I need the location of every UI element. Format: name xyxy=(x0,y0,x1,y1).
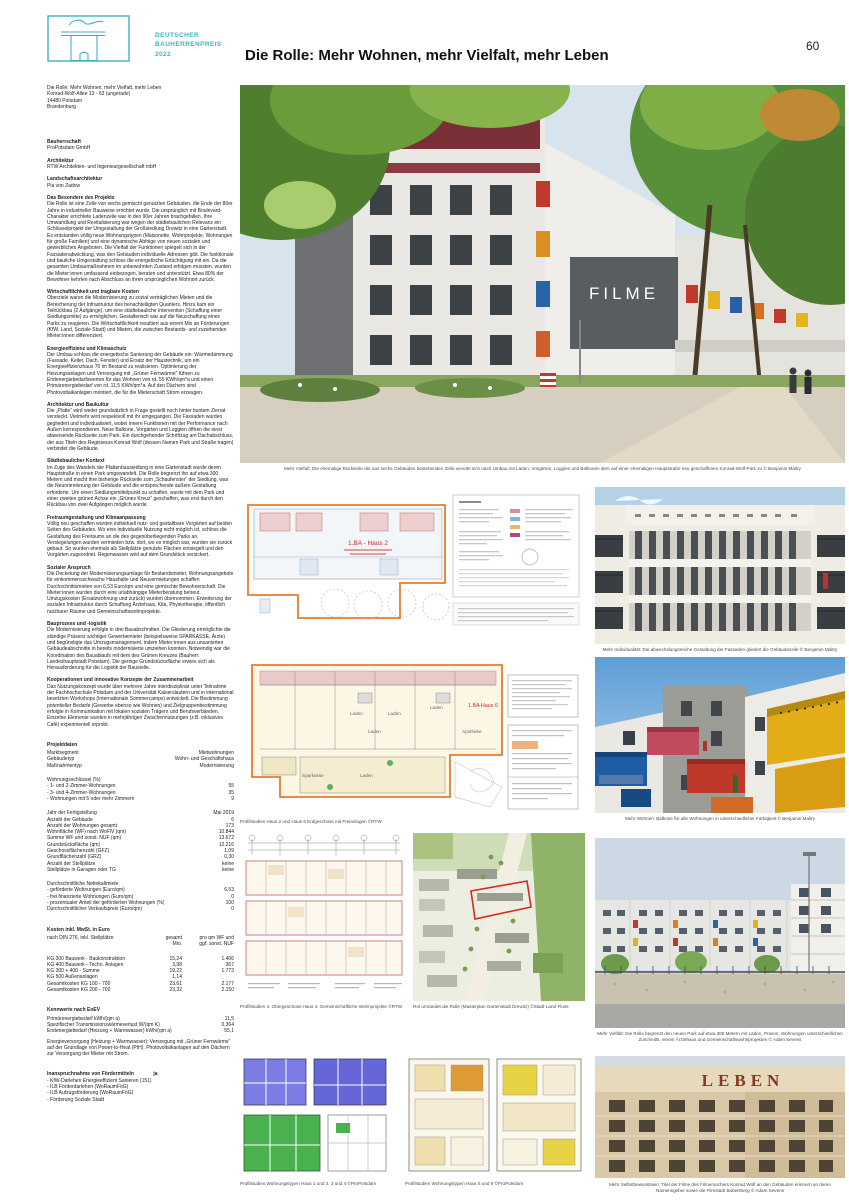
data-row xyxy=(47,796,234,802)
row-label: Jahr der Fertigstellung xyxy=(47,810,97,817)
plan-og-caption: Profilstudien 4. Obergeschoss Haus 4: Gemeinschaftliche Wohnprojekte ©RTW xyxy=(240,1004,403,1009)
floor-plan-og4-drawing xyxy=(240,833,408,1001)
section-body: ProPotsdam GmbH xyxy=(47,145,91,152)
plan-eg-caption: Profilstudien Haus 2 und Haus 6 Erdgeschoss mit Freianlagen ©RTW xyxy=(240,819,382,824)
row-label: - geförderte Wohnungen (Euro/qm) xyxy=(47,887,125,894)
row-value: 13.672 xyxy=(218,835,234,842)
text-section xyxy=(47,195,234,283)
kosten-header-row-2 xyxy=(47,941,234,947)
row-value: 173 xyxy=(225,822,234,829)
row-label: Endenergiebedarf (Heizung + Warmwasser) kWh/(qm a) xyxy=(47,1028,172,1035)
section-heading: Energieeffizienz und Klimaschutz xyxy=(47,345,127,352)
section-heading: Architektur xyxy=(47,157,74,164)
row-label: - Wohnungen mit 5 oder mehr Zimmern xyxy=(47,795,135,802)
plan2-room-label: Laden xyxy=(388,711,401,716)
project-address xyxy=(47,85,234,110)
section-body: Das Nutzungskonzept wurde über mehrere Jahre interdisziplinär unter Teilnahme der Fachhochschule Potsdam und der Universität Kaiserslautern und in international besetzten Workshops (Internationale Sommercamps) entwickelt. Die Bestimmung potentieller Bedarfe (Gewerbe ebenso wie Wohnen) und Zielgruppenbestimmung erfolgte in Kommunikation mit lokalen sozialen Trägern und Berufsverbänden. Einzelne Elemente wurden in mehrjährigen Zwischennutzungen (z.B. inklusives Café) experimentell erprobt. xyxy=(47,683,234,728)
text-section xyxy=(47,176,234,189)
site-plan-haus2 xyxy=(240,487,585,633)
row-value: 55 xyxy=(228,783,234,790)
balconies-photo xyxy=(595,657,845,813)
row-label: KG 300 Bauwerk - Baukonstruktion xyxy=(47,955,126,962)
row-value: 10.844 xyxy=(218,829,234,836)
row-value: keine xyxy=(222,866,234,873)
unit-plans-a xyxy=(240,1053,390,1177)
kosten-row xyxy=(47,987,234,993)
row-label: KG 500 Außenanlagen xyxy=(47,974,98,981)
data-row xyxy=(47,763,234,769)
row-per-sqm: 1.406 xyxy=(221,955,234,962)
masterplan-map xyxy=(413,833,585,1001)
kennwerte-heading: Kennwerte nach EnEV xyxy=(47,1007,101,1014)
hero-photo xyxy=(240,85,845,463)
section-heading: Bauherrschaft xyxy=(47,139,81,146)
kosten-heading: Kosten inkl. MwSt. in Euro xyxy=(47,926,110,933)
row-label: Marktsegment xyxy=(47,750,79,757)
foerdermittel-item: - Förderung Soziale Stadt xyxy=(47,1096,104,1103)
section-body: Der Umbau schloss die energetische Sanierung der Gebäude ein: Wärmedämmung (Fassade, Keller, Dach, Fenster) und Ersatz der Haustechnik, um ein Energieeffizienzhaus 70 im Bestand zu realisieren. Optimierung der Heizungsanlagen und Versorgung mit „Grüner Fernwärme“ führen zu Endenergiebedarfswerten für das Wohnen von rd. 55 KWh/qm*a und einen Primärenergiebedarf von rd. 11,5 KWh/qm*a. Auf den Dächern sind Photovoltaikanlagen montiert, die für die Mieterschaft Strom erzeugen. xyxy=(47,351,233,396)
row-value: Mietwohnungen xyxy=(198,750,234,757)
unit-plans-a-drawing xyxy=(240,1053,390,1177)
row-per-sqm: 2.177 xyxy=(221,980,234,987)
logo-line: BAUHERRENPREIS xyxy=(155,41,222,49)
section-heading: Sozialer Anspruch xyxy=(47,564,91,571)
section-heading: Das Besondere des Projekts xyxy=(47,194,115,201)
leben-photo xyxy=(595,1056,845,1178)
row-per-sqm: 1.773 xyxy=(221,968,234,975)
row-value: 6 xyxy=(231,816,234,823)
balconies-photo-illustration xyxy=(595,657,845,813)
address-line: Konrad-Wolf-Allee 13 - 63 (ungerade) xyxy=(47,91,131,98)
hero-caption: Mehr Vielfalt: Die ehemalige Rückseite der aus sechs Gebäuden bestehenden Zeile wendet sich nach Umbau mit Läden, Vorgärten, Loggien und Balkonen dem auf einer ehemaligen Hauptstraße neu geschaffenen Konrad-Wolf-Park zu © Benjamin Maltry xyxy=(284,466,801,471)
row-label: Primärenergiebedarf kWh/(qm a) xyxy=(47,1015,120,1022)
row-value: 100 xyxy=(225,900,234,907)
section-body: Pia von Zadow xyxy=(47,182,81,189)
logo-wordmark xyxy=(155,31,222,59)
park-photo-illustration xyxy=(595,838,845,1028)
section-body: Die Deckelung der Modernisierungsumlage für Bestandsmieter, Wohnungsangebote für einkommensschwache Haushalte und Neuvermietungen schaffen Durchschnittsmieten von 6,53 Euro/qm und eine gemischte Bewohnerschaft. Die Mieter:innen wurden durch eine unabhängige Mieterberatung betreut. Umzugskosten (Ersatzwohnung und zurück) wurden übernommen. Erweiterung der sozialen Infrastruktur durch Schaffung Ärztehaus, Kita, Physiotherapie, öffentlich nutzbarer Räume und Gemeinschaftswohnprojekte. xyxy=(47,571,234,615)
unit-plans-b-caption: Profilstudien Wohnungstypen Haus 5 und 6 ©ProPotsdam xyxy=(405,1181,524,1186)
text-section xyxy=(47,458,234,508)
row-label: Summe WF und sonst. NUF (qm) xyxy=(47,835,122,842)
foerdermittel-item: - ILB Aufzugsförderung (WoRaumFöG) xyxy=(47,1090,134,1097)
row-value: 55,1 xyxy=(224,1028,234,1035)
bauherrenpreis-logo-icon xyxy=(47,15,130,67)
plan2-room-label: Apotheke xyxy=(462,729,482,734)
row-label: Maßnahmentyp xyxy=(47,762,82,769)
address-line: 14480 Potsdam xyxy=(47,97,83,104)
row-label: Gesamtkosten KG 100 - 700 xyxy=(47,980,111,987)
row-label: Anzahl der Wohnungen gesamt xyxy=(47,822,117,829)
page-number: 60 xyxy=(806,39,820,53)
kosten-col1-header2: Mio. xyxy=(172,941,182,948)
hero-photo-illustration xyxy=(240,85,845,463)
row-total: 1,14 xyxy=(172,974,182,981)
unit-plans-b xyxy=(405,1053,585,1177)
text-section xyxy=(47,677,234,727)
foerdermittel-value: ja xyxy=(153,1071,158,1078)
park-photo xyxy=(595,838,845,1028)
logo-line: 2022 xyxy=(155,50,172,58)
row-label: Grundstücksfläche (qm) xyxy=(47,841,101,848)
row-label: Anzahl der Stellplätze xyxy=(47,860,96,867)
floor-plan-og4 xyxy=(240,833,408,1001)
row-value: keine xyxy=(222,860,234,867)
row-total: 15,24 xyxy=(169,955,182,962)
row-value: Modernisierung xyxy=(199,762,234,769)
row-value: Mai 2019 xyxy=(213,810,234,817)
row-label: Gebäudetyp xyxy=(47,756,75,763)
section-heading: Städtebaulicher Kontext xyxy=(47,458,105,465)
park-caption: Mehr Vielfalt: Die Rolle begrenzt den neuen Park auf etwa 300 Metern mit Läden, Praxen, Wohnungen unterschiedlichen Zuschnitts, einem Ärztehaus und Gemeinschaftswohnprojekten © Adam Sevens xyxy=(597,1031,843,1042)
page-title: Die Rolle: Mehr Wohnen, mehr Vielfalt, mehr Leben xyxy=(245,47,609,65)
section-body: Die „Platte“ wird weder grundsätzlich in Frage gestellt noch hinter buntem Zierrat versteckt. Vielmehr wird respektvoll mit ihr umgegangen. Die Fassaden wurden gegliedert und individualisiert, wobei innere Funktionen mit der Performance nach Außen korrespondieren. Neue Balkone, Vorgärten und Loggien öffnen die einst abweisende Rückseite zum Park. Ein durchgehender Schriftzug am Dachabschluss, der aus Titeln des Regisseurs Konrad Wolf (dessen Namen Park und Straße tragen) verbindet die Gebäude. xyxy=(47,408,234,452)
row-label: KG 400 Bauwerk - Techn. Anlagen xyxy=(47,961,124,968)
foerdermittel-item: - KfW-Darlehen Energieeffizient Sanieren (151) xyxy=(47,1077,152,1084)
schluessel-label: Wohnungsschlüssel (%) xyxy=(47,777,101,784)
row-label: KG 300 + 400 - Summe xyxy=(47,968,100,975)
section-body: Oberziele waren die Modernisierung zu sozial verträglichen Mieten und die Bereicherung der Infrastruktur des benachteiligten Quartiers. Hinzu kam ein Teilrückbau (2 Aufgänge), um eine städtebauliche Intervention (Schaffung einer Siedlungsmitte) zu ermöglichen. Gestalterisch war auf die Neuschaffung eines Parks zu reagieren. Die Wirtschaftlichkeit resultiert aus einem Mix an Förderungen (KfW, Land, Soziale Stadt) und Mieten, die zwischen Bestands- und zuziehenden Mieter:innen differenziert. xyxy=(47,295,230,340)
text-section xyxy=(47,515,234,559)
section-heading: Bauprozess und -logistik xyxy=(47,621,107,628)
row-label: Anzahl der Gebäude xyxy=(47,816,93,823)
row-label: - prozentualer Anteil der geförderten Wohnungen (%) xyxy=(47,900,165,907)
address-line: Die Rolle: Mehr Wohnen, mehr Vielfalt, mehr Leben xyxy=(47,85,162,91)
hero-building-sign-text: FILME xyxy=(588,284,660,303)
energie-note: Energieversorgung (Heizung + Warmwasser): Versorgung mit „Grüner Fernwärme“ auf der Grundlage von Power-to-Heat (PtH). Photovoltaikanlagen auf den Dächern zur Versorgung der Mieter mit Strom. xyxy=(47,1038,231,1058)
section-heading: Kooperationen und innovative Konzepte der Zusammenarbeit xyxy=(47,677,194,684)
section-heading: Wirtschaftlichkeit und tragbare Kosten xyxy=(47,289,139,296)
data-row xyxy=(47,906,234,912)
miete-label: Durchschnittliche Nettokaltmiete xyxy=(47,881,119,888)
plan1-phase-label: 1.BA - Haus 2 xyxy=(347,540,389,547)
row-value: 0,30 xyxy=(224,854,234,861)
kennwerte-row xyxy=(47,1028,234,1034)
kosten-col2-header2: ggf. sonst. NUF xyxy=(199,941,234,948)
row-value: 0 xyxy=(231,893,234,900)
plan2-room-label: Sparkasse xyxy=(302,773,324,778)
section-body: Die Rolle ist eine Zeile von sechs gemischt genutzten Gebäuden, die Ende der 80er Jahre in industrieller Bauweise errichtet wurde. Die ursprünglich mit Boulevard-Charakter errichtete Ladenzeile war in den 90er Jahren brachgefallen. Ihre Umwandlung und Revitalisierung war wegen der städtebaulichen Relevanz ein Schlüsselprojekt der Umgestaltung der Großsiedlung Drewitz in eine Gartenstadt. Es entstanden völlig neue Wohnungstypen (Maisonette, Wohnprojekte, Wohnungen für große Familien) und eine dynamische Abfolge von neuen sozialen und gewerblichen Angeboten. Die Vielfalt der Funktionen spiegelt sich in der Fassadenabwicklung, was den Gebäuden individuelle Adressen gibt. Die funktionale und bauliche Umgestaltung schloss die energetische Ertüchtigung mit ein. Da die gesamten Umbaumaßnahmen im unbewohnten Zustand erfolgen mussten, wurden die Mieter:innen umfassend einbezogen, beraten und unterstützt. Etwa 80% der Bewohner kehrten nach Abschluss an ihren ursprünglichen Wohnort zurück. xyxy=(47,201,234,283)
section-body: Völlig neu geschaffen wurden individuell nutz- und gestaltbare Vorgärten auf beiden Seiten des Gebäudes. Wo eine individuelle Nutzung nicht möglich ist, schloss die Gestaltung des Freiraums an die des gegenüberliegenden Parks an. Versiegelungen wurden vermieden bzw. dort, wo es möglich war, wurden sie zurück gebaut. So wurden ehemals als Stellplätze genutzte Flächen entsiegelt und den Vorgärten zugeordnet. Regenwasser wird auf dem Grundstück versickert. xyxy=(47,520,233,559)
row-value: 11,5 xyxy=(224,1015,234,1022)
text-section xyxy=(47,621,234,671)
facade-caption: Mehr Individualität: Die abwechslungsreiche Gestaltung der Fassaden gliedert die Gebäudezeile © Benjamin Maltry xyxy=(602,647,838,652)
floor-plan-haus6-drawing xyxy=(240,637,585,816)
data-row xyxy=(47,867,234,873)
text-section xyxy=(47,158,234,171)
section-body: RTW Architekten- und Ingenieurgesellschaft mbH xyxy=(47,164,157,171)
site-plan-haus2-drawing xyxy=(240,487,585,633)
row-label: Wohnfläche (WF) nach WoFlV (qm) xyxy=(47,829,127,836)
row-label: Grundflächenzahl (GRZ) xyxy=(47,854,102,861)
row-label: Stellplätze in Garagen oder TG xyxy=(47,866,116,873)
row-value: Wohn- und Geschäftshaus xyxy=(174,756,234,763)
kosten-col2-header: pro qm WF und xyxy=(199,934,234,941)
balconies-caption: Mehr Wohnen: Balkone für alle Wohnungen in unterschiedlicher Farbigkeit © Benjamin Maltry xyxy=(624,816,816,821)
row-value: 0 xyxy=(231,906,234,913)
address-line: Brandenburg xyxy=(47,103,76,110)
row-total: 23,61 xyxy=(169,980,182,987)
row-total: 23,32 xyxy=(169,987,182,994)
text-section xyxy=(47,565,234,615)
text-section xyxy=(47,346,234,396)
kosten-col1-header: gesamt xyxy=(165,934,182,941)
row-label: Geschossflächenzahl (GFZ) xyxy=(47,847,110,854)
row-value: 35 xyxy=(228,789,234,796)
plan2-room-label: Laden xyxy=(430,705,443,710)
unit-plans-a-caption: Profilstudien Wohnungstypen Haus 1 und 2, 3 und 4 ©ProPotsdam xyxy=(240,1181,377,1186)
masterplan-map-drawing xyxy=(413,833,585,1001)
row-value: 1,09 xyxy=(224,847,234,854)
plan2-room-label: Laden xyxy=(350,711,363,716)
row-label: Spezifischer Transmissionswärmeverlust W/(qm K) xyxy=(47,1021,160,1028)
row-label: - frei finanzierte Wohnungen (Euro/qm) xyxy=(47,893,134,900)
section-heading: Freiraumgestaltung und Klimaanpassung xyxy=(47,514,146,521)
section-heading: Landschaftsarchitektur xyxy=(47,176,103,183)
row-label: Durchschnittlicher Verkaufspreis (Euro/qm) xyxy=(47,906,143,913)
leben-caption: Mehr Selbstbewusstsein: Titel der Filme des Filmemachers Konrad Wolf an den Gebäuden erinnern an deren Namensgeber sowie die Filmstadt Babelsberg © Adam Sevens xyxy=(608,1182,832,1193)
row-per-sqm: 2.150 xyxy=(221,987,234,994)
text-section xyxy=(47,402,234,452)
row-per-sqm: 367 xyxy=(225,961,234,968)
section-body: Die Modernisierung erfolgte in drei Bauabschnitten. Die Gliederung ermöglichte die ständige Präsenz wichtiger Gewerbemieter (beispielsweise SPARKASSE, Ärzte) und begünstigte das Umzugsmanagement, indem Mieter:innen aus unsanierten Gebäudeabschnitte in bereits modernisierte umziehen konnten. Notwendig war die Koordination des Bauablaufs mit dem des Grünen Kreuzes (Bauherr: Landeshauptstadt Potsdam). Die geringe Grundstücksfläche erwies sich als Herausforderung für die Logistik der Baustelle. xyxy=(47,627,231,672)
row-label: Gesamtkosten KG 200 - 700 xyxy=(47,987,111,994)
facade-photo xyxy=(595,487,845,644)
plan2-phase-label: 1.BA Haus 6 xyxy=(468,703,498,709)
map-caption: Rot umrandet die Rolle (Masterplan Gartenstadt Drewitz) ©Stadt·Land·Fluss xyxy=(413,1004,569,1009)
leben-sign-text: LEBEN xyxy=(701,1071,785,1090)
row-total: 3,98 xyxy=(172,961,182,968)
section-body: Im Zuge des Wandels der Plattenbausiedlung in eine Gartenstadt wurde deren Hauptstraße in einen Park umgewandelt. Die Rolle begrenzt ihn auf etwa 300 Metern und macht ihre bisherige Rückseite zum „Schaufenster“ der Siedlung, was die Neuorientierung der Gebäude und die entsprechende äußere Gestaltung erforderte. Um einen Siedlungsmittelpunkt zu schaffen, wurde mit dem Park und einer zweiten grünen Achse ein „Grünes Kreuz“ geschaffen, was erst durch den Rückbau von zwei Aufgängen möglich wurde. xyxy=(47,464,229,509)
row-value: 0,364 xyxy=(221,1021,234,1028)
text-section xyxy=(47,139,234,152)
facade-photo-illustration xyxy=(595,487,845,644)
leben-photo-illustration xyxy=(595,1056,845,1178)
unit-plans-b-drawing xyxy=(405,1053,585,1177)
floor-plan-haus6 xyxy=(240,637,585,816)
row-label: - 1- und 2-Zimmer-Wohnungen xyxy=(47,783,116,790)
section-heading: Architektur und Baukultur xyxy=(47,401,109,408)
kosten-sub: nach DIN 276, inkl. Stellplätze xyxy=(47,934,114,941)
logo-line: DEUTSCHER xyxy=(155,32,200,39)
projektdaten-heading: Projektdaten xyxy=(47,741,78,748)
foerdermittel-heading: Inanspruchnahme von Fördermitteln xyxy=(47,1071,134,1078)
foerdermittel-item: - ILB Förderdarlehen (WoRaumFöG) xyxy=(47,1084,129,1090)
text-section xyxy=(47,289,234,339)
left-text-column xyxy=(47,85,234,1103)
plan2-room-label: Laden xyxy=(368,729,381,734)
row-label: - 3- und 4-Zimmer-Wohnungen xyxy=(47,789,116,796)
row-value: 6,53 xyxy=(224,887,234,894)
row-value: 9 xyxy=(231,795,234,802)
row-value: 12.216 xyxy=(218,841,234,848)
row-total: 19,22 xyxy=(169,968,182,975)
plan2-room-label: Laden xyxy=(360,773,373,778)
